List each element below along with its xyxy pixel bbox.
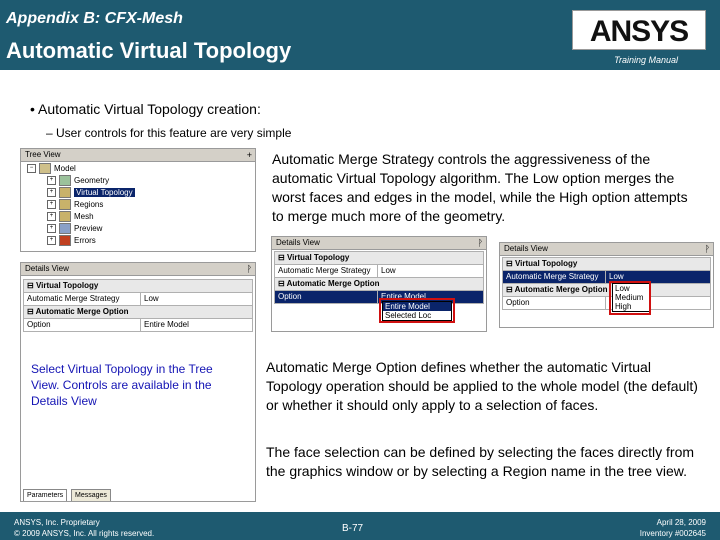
option-value[interactable]: Entire Model: [141, 319, 253, 332]
details-view-title: Details View ᚹ: [21, 263, 255, 276]
expand-icon[interactable]: +: [47, 212, 56, 221]
face-selection-description: The face selection can be defined by selecting the faces directly from the graphics window or by selecting a Region name in the tree view.: [266, 444, 695, 479]
pin-icon[interactable]: ᚹ: [704, 244, 710, 254]
details-view-option-panel: [271, 236, 487, 332]
collapse-icon[interactable]: ⊟: [506, 259, 515, 268]
collapse-icon[interactable]: ⊟: [278, 279, 287, 288]
virtual-topology-icon: [59, 187, 71, 198]
merge-strategy-label: Automatic Merge Strategy: [275, 265, 378, 278]
pin-icon[interactable]: +: [246, 150, 252, 160]
tree-item-preview[interactable]: + Preview: [47, 223, 102, 235]
tab-parameters[interactable]: Parameters: [23, 489, 67, 501]
option-selected-loc[interactable]: Selected Loc: [385, 311, 432, 320]
footer-date: April 28, 2009: [656, 518, 706, 527]
option-description: Automatic Merge Option defines whether the automatic Virtual Topology operation should be applied to the whole model (the default) or whether it should only apply to a selection of faces.: [266, 359, 698, 413]
tree-item-virtual-topology[interactable]: + Virtual Topology: [47, 187, 135, 199]
regions-icon: [59, 199, 71, 210]
footer-inventory: Inventory #002645: [639, 529, 706, 538]
main-bullet: • Automatic Virtual Topology creation:: [30, 101, 261, 117]
header-banner: [0, 0, 720, 70]
section-virtual-topology[interactable]: ⊟ Virtual Topology: [503, 258, 711, 271]
collapse-icon[interactable]: ⊟: [27, 281, 36, 290]
option-label: Option: [275, 291, 378, 304]
details-view-panel: [20, 262, 256, 502]
svg-text:ANSYS: ANSYS: [589, 15, 689, 48]
details-table: [23, 279, 253, 332]
details-table: [274, 251, 484, 304]
training-manual-label: Training Manual: [614, 55, 678, 65]
expand-icon[interactable]: +: [47, 236, 56, 245]
details-view-strategy-panel: [499, 242, 714, 328]
expand-icon[interactable]: +: [47, 224, 56, 233]
merge-strategy-select[interactable]: Low: [606, 271, 711, 284]
tree-item-errors[interactable]: + Errors: [47, 235, 96, 247]
option-label: Option: [503, 297, 606, 310]
highlight-box: [379, 298, 455, 323]
select-note: Select Virtual Topology in the Tree View. Controls are available in the Details View: [31, 362, 213, 408]
page-number: B-77: [342, 523, 364, 534]
mesh-icon: [59, 211, 71, 222]
tree-item-mesh[interactable]: + Mesh: [47, 211, 94, 223]
expand-icon[interactable]: +: [47, 176, 56, 185]
details-view-title: Details View ᚹ: [500, 243, 713, 256]
details-view-title: Details View ᚹ: [272, 237, 486, 250]
merge-strategy-label: Automatic Merge Strategy: [503, 271, 606, 284]
highlight-box: [609, 281, 651, 315]
strategy-low[interactable]: Low: [615, 284, 630, 293]
expand-icon[interactable]: +: [47, 188, 56, 197]
section-merge-option[interactable]: ⊟ Automatic Merge Option: [275, 278, 484, 291]
section-virtual-topology[interactable]: ⊟ Virtual Topology: [24, 280, 253, 293]
strategy-high[interactable]: High: [615, 302, 632, 311]
geometry-icon: [59, 175, 71, 186]
expand-icon[interactable]: +: [47, 200, 56, 209]
pin-icon[interactable]: ᚹ: [477, 238, 483, 248]
section-virtual-topology[interactable]: ⊟ Virtual Topology: [275, 252, 484, 265]
footer-banner: [0, 512, 720, 540]
footer-proprietary: ANSYS, Inc. Proprietary: [14, 518, 100, 527]
merge-strategy-value[interactable]: Low: [378, 265, 484, 278]
tree-item-regions[interactable]: + Regions: [47, 199, 103, 211]
tree-view-title: Tree View +: [21, 149, 255, 162]
tree-item-geometry[interactable]: + Geometry: [47, 175, 109, 187]
strategy-description: Automatic Merge Strategy controls the aggressiveness of the automatic Virtual Topology algorithm. The Low option merges the worst faces and edges in the model, while the High option attempts to merge much more of the geometry.: [272, 151, 688, 224]
errors-icon: [59, 235, 71, 246]
appendix-subtitle: Appendix B: CFX-Mesh: [6, 10, 183, 27]
option-select[interactable]: Entire Model: [378, 291, 484, 304]
merge-strategy-value[interactable]: Low: [141, 293, 253, 306]
tree-item-model[interactable]: − Model: [27, 163, 76, 175]
pin-icon[interactable]: ᚹ: [246, 264, 252, 274]
sub-bullet: – User controls for this feature are very simple: [46, 126, 292, 140]
ansys-logo: [572, 10, 706, 50]
section-merge-option[interactable]: ⊟ Automatic Merge Option: [24, 306, 253, 319]
slide-title: Automatic Virtual Topology: [6, 38, 292, 63]
preview-icon: [59, 223, 71, 234]
option-label: Option: [24, 319, 141, 332]
strategy-medium[interactable]: Medium: [615, 293, 644, 302]
option-entire-model[interactable]: Entire Model: [383, 302, 451, 311]
merge-strategy-label: Automatic Merge Strategy: [24, 293, 141, 306]
tree-view-panel: [20, 148, 256, 252]
collapse-icon[interactable]: ⊟: [278, 253, 287, 262]
model-icon: [39, 163, 51, 174]
tab-messages[interactable]: Messages: [71, 489, 111, 501]
footer-copyright: © 2009 ANSYS, Inc. All rights reserved.: [14, 529, 155, 538]
collapse-icon[interactable]: ⊟: [27, 307, 36, 316]
details-table: [502, 257, 711, 310]
collapse-icon[interactable]: −: [27, 164, 36, 173]
collapse-icon[interactable]: ⊟: [506, 285, 515, 294]
section-merge-option[interactable]: ⊟ Automatic Merge Option: [503, 284, 711, 297]
